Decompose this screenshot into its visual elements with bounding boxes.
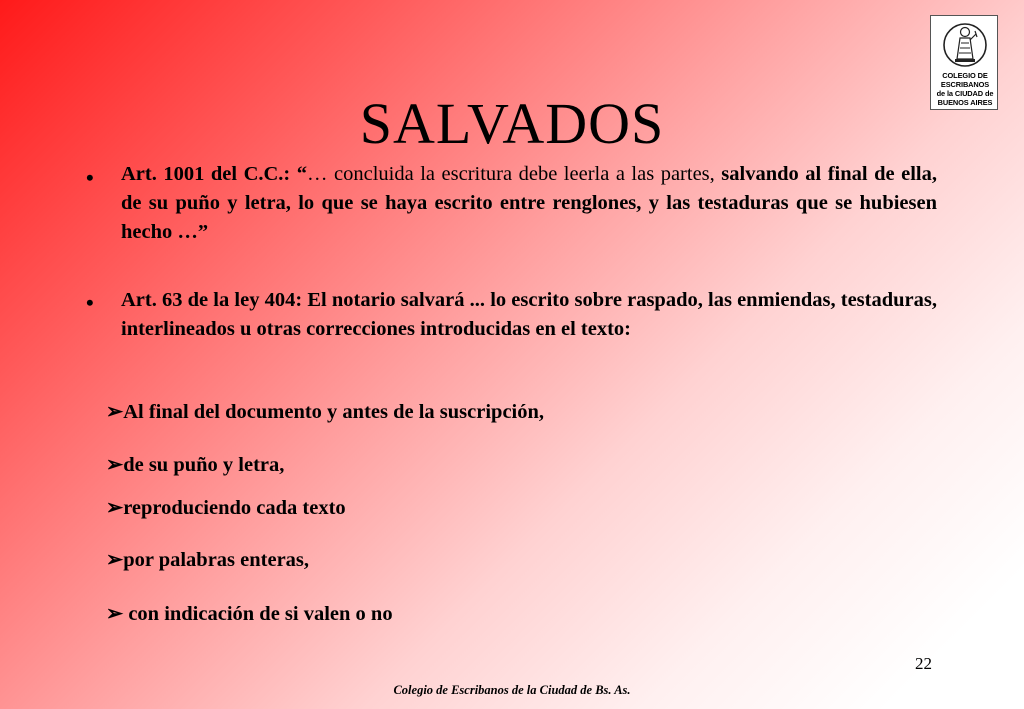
list-item-text: Al final del documento y antes de la suscripción, (123, 401, 545, 423)
list-item-text: reproduciendo cada texto (123, 497, 346, 519)
arrow-bullet-icon: ➢ (106, 603, 124, 625)
slide-title: SALVADOS (359, 91, 665, 156)
para1-rest: salvando al final de ella, de su puño y letra, lo que se haya escrito entre renglones, y las testaduras que se hubiesen hecho …” (121, 163, 937, 243)
footer-text: Colegio de Escribanos de la Ciudad de Bs. As. (393, 683, 631, 697)
list-item (106, 601, 393, 626)
bullet-icon: • (86, 165, 94, 190)
logo-line: BUENOS AIRES (937, 98, 993, 107)
arrow-bullet-icon: ➢ (106, 549, 124, 571)
list-item (106, 495, 346, 520)
bullet-icon: • (86, 290, 94, 315)
logo-line: ESCRIBANOS (940, 80, 990, 89)
list-item-text: con indicación de si valen o no (123, 603, 393, 625)
list-item (106, 547, 309, 572)
list-item (106, 452, 284, 477)
list-item (106, 399, 544, 424)
paragraph-art-63: Art. 63 de la ley 404: El notario salvará ... lo escrito sobre raspado, las enmiendas, testaduras, interlineados u otras correcciones introducidas en el texto: (121, 289, 937, 340)
arrow-bullet-icon: ➢ (106, 497, 124, 519)
para1-prefix: Art. 1001 del C.C.: “ (121, 163, 308, 185)
arrow-bullet-icon: ➢ (106, 401, 124, 423)
logo-line: de la CIUDAD de (936, 89, 994, 98)
list-item-text: de su puño y letra, (123, 454, 285, 476)
arrow-bullet-icon: ➢ (106, 454, 124, 476)
logo-line: COLEGIO DE (942, 71, 988, 80)
list-item-text: por palabras enteras, (123, 549, 310, 571)
statue-emblem-icon (943, 19, 987, 71)
para1-plain: … concluida la escritura debe leerla a las partes, (307, 163, 722, 185)
paragraph-art-1001 (121, 160, 937, 247)
page-number: 22 (915, 654, 932, 673)
